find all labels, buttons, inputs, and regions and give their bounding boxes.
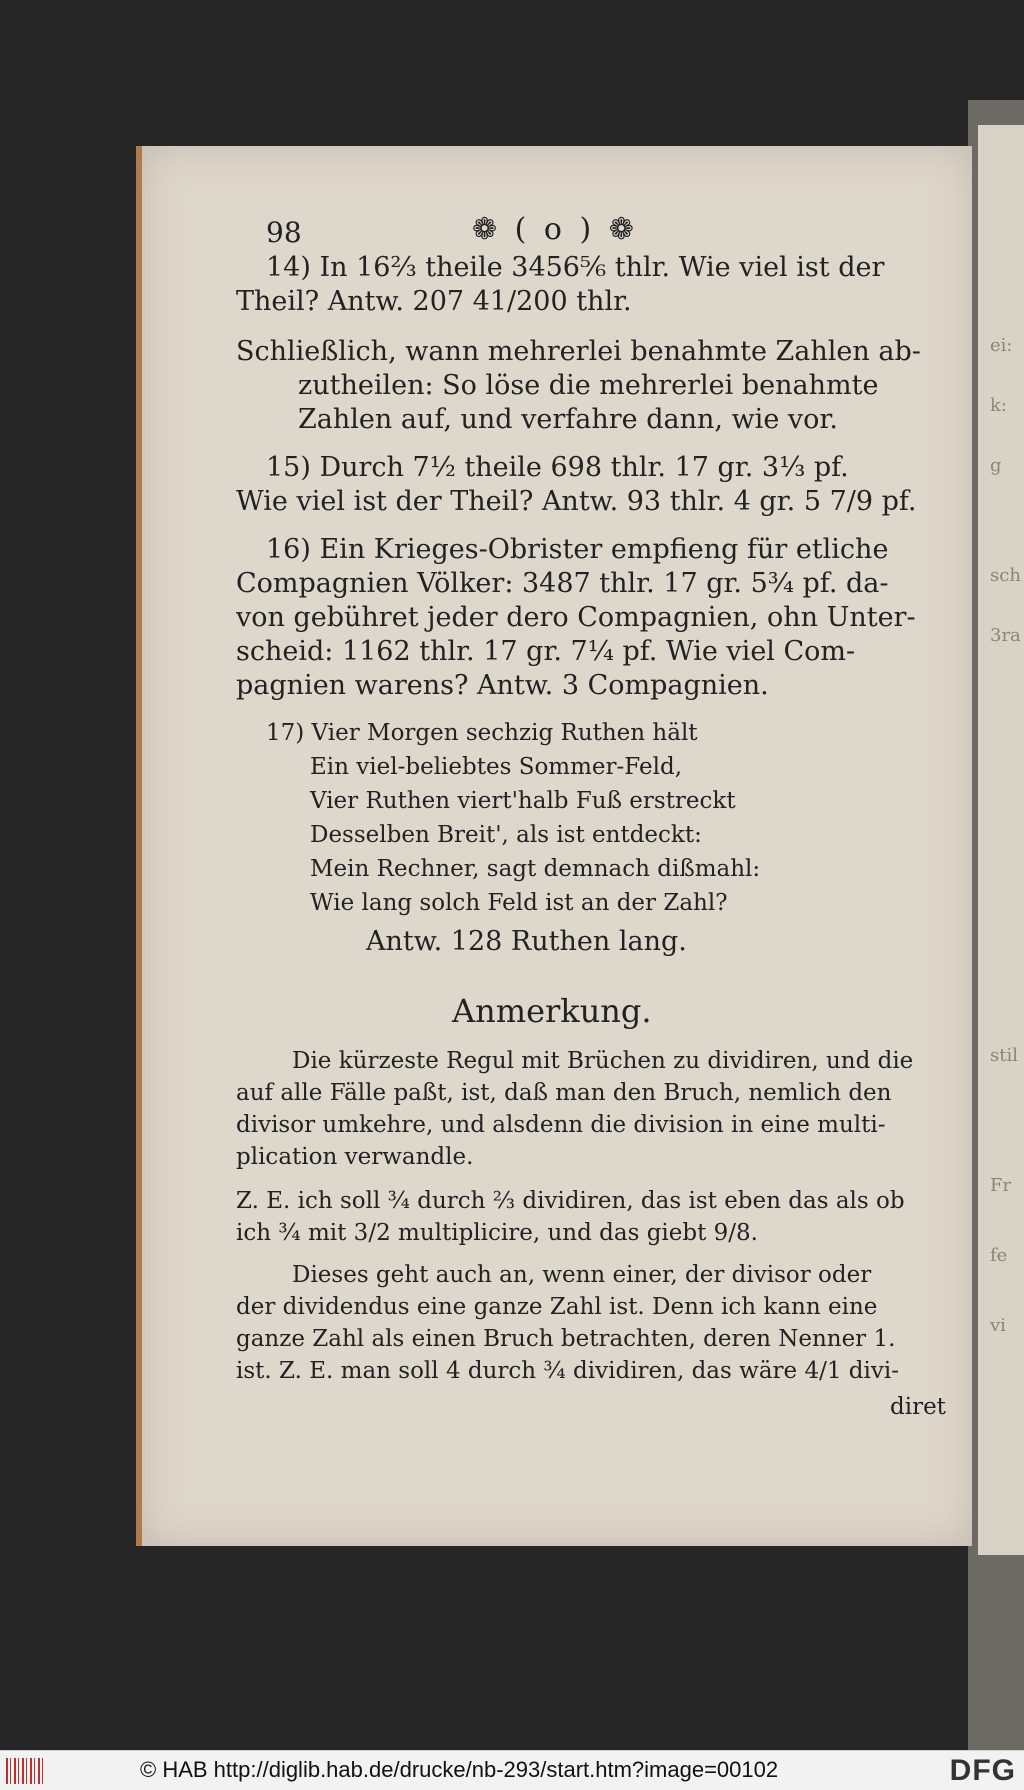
text-line: von gebühret jeder dero Compagnien, ohn Unter- <box>236 602 916 633</box>
book-page <box>136 146 972 1546</box>
verse-line: Vier Ruthen viert'halb Fuß erstreckt <box>310 788 736 814</box>
text-line: zutheilen: So löse die mehrerlei benahmte <box>298 370 879 401</box>
text-line: 14) In 16⅔ theile 3456⅚ thlr. Wie viel ist der <box>266 252 885 283</box>
verse-line: 17) Vier Morgen sechzig Ruthen hält <box>266 720 698 746</box>
text-line: plication verwandle. <box>236 1144 474 1170</box>
adjacent-fragment: fe <box>990 1245 1008 1266</box>
verse-line: Wie lang solch Feld ist an der Zahl? <box>310 890 728 916</box>
text-line: Zahlen auf, und verfahre dann, wie vor. <box>298 404 838 435</box>
copyright-link[interactable]: © HAB http://diglib.hab.de/drucke/nb-293/start.htm?image=00102 <box>140 1757 779 1782</box>
text-line: ist. Z. E. man soll 4 durch ¾ dividiren, das wäre 4/1 divi- <box>236 1358 899 1384</box>
text-line: Die kürzeste Regul mit Brüchen zu dividiren, und die <box>292 1048 914 1074</box>
text-line: Wie viel ist der Theil? Antw. 93 thlr. 4 gr. 5 7/9 pf. <box>236 486 917 517</box>
adjacent-fragment: k: <box>990 395 1007 416</box>
adjacent-page <box>978 125 1024 1555</box>
page-text <box>142 146 972 1546</box>
page-number: 98 <box>266 216 302 249</box>
answer-line: Antw. 128 Ruthen lang. <box>366 926 687 957</box>
text-line: pagnien warens? Antw. 3 Compagnien. <box>236 670 769 701</box>
adjacent-fragment: 3ra <box>990 625 1021 646</box>
text-line: auf alle Fälle paßt, ist, daß man den Bruch, nemlich den <box>236 1080 892 1106</box>
page-header-ornament: ❁ ( o ) ❁ <box>472 212 638 247</box>
text-line: divisor umkehre, und alsdenn die division in eine multi- <box>236 1112 886 1138</box>
verse-line: Desselben Breit', als ist entdeckt: <box>310 822 702 848</box>
text-line: 15) Durch 7½ theile 698 thlr. 17 gr. 3⅓ pf. <box>266 452 849 483</box>
adjacent-fragment: g <box>990 455 1002 476</box>
catchword: diret <box>890 1394 946 1420</box>
adjacent-fragment: sch <box>990 565 1021 586</box>
verse-line: Ein viel-beliebtes Sommer-Feld, <box>310 754 683 780</box>
section-heading: Anmerkung. <box>452 992 652 1030</box>
text-line: ganze Zahl als einen Bruch betrachten, deren Nenner 1. <box>236 1326 896 1352</box>
text-line: 16) Ein Krieges-Obrister empfieng für etliche <box>266 534 889 565</box>
text-line: Dieses geht auch an, wenn einer, der divisor oder <box>292 1262 872 1288</box>
footer-bar <box>0 1750 1024 1790</box>
dfg-logo: DFG <box>949 1754 1016 1787</box>
text-line: Z. E. ich soll ¾ durch ⅔ dividiren, das ist eben das als ob <box>236 1188 905 1214</box>
adjacent-fragment: vi <box>990 1315 1006 1336</box>
text-line: Schließlich, wann mehrerlei benahmte Zahlen ab- <box>236 336 921 367</box>
barcode-icon <box>6 1758 46 1784</box>
text-line: ich ¾ mit 3/2 multiplicire, und das giebt 9/8. <box>236 1220 758 1246</box>
adjacent-fragment: ei: <box>990 335 1013 356</box>
verse-line: Mein Rechner, sagt demnach dißmahl: <box>310 856 761 882</box>
adjacent-fragment: Fr <box>990 1175 1012 1196</box>
text-line: Compagnien Völker: 3487 thlr. 17 gr. 5¾ pf. da- <box>236 568 889 599</box>
text-line: der dividendus eine ganze Zahl ist. Denn ich kann eine <box>236 1294 878 1320</box>
adjacent-fragment: stil <box>990 1045 1018 1066</box>
text-line: Theil? Antw. 207 41/200 thlr. <box>236 286 632 317</box>
text-line: scheid: 1162 thlr. 17 gr. 7¼ pf. Wie viel Com- <box>236 636 856 667</box>
